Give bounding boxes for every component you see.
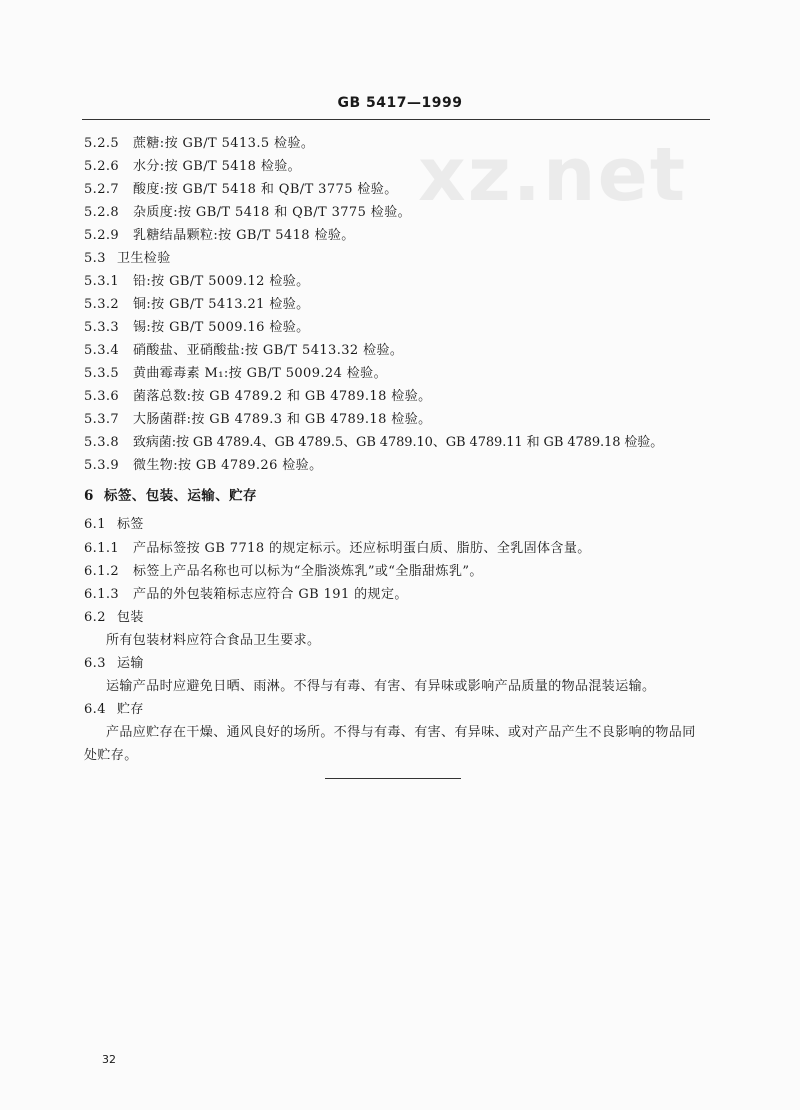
- clause-text: 蔗糖:按 GB/T 5413.5 检验。: [133, 136, 315, 151]
- clause-number: 5.2.6: [84, 159, 120, 174]
- clause-number: 6.3: [84, 656, 106, 671]
- clause-number: 5.2.9: [84, 228, 120, 243]
- clause-number: 5.3.6: [84, 389, 120, 404]
- clause-text: 处贮存。: [84, 748, 138, 763]
- clause-number: 6.1.1: [84, 541, 120, 556]
- clause-title: 标签: [117, 517, 144, 532]
- clause-number: 6.1.2: [84, 564, 120, 579]
- clause-number: 6.4: [84, 702, 106, 717]
- clause-title: 卫生检验: [117, 251, 171, 266]
- clause-title: 包装: [117, 610, 144, 625]
- clause-number: 6.2: [84, 610, 106, 625]
- clause-text: 微生物:按 GB 4789.26 检验。: [133, 458, 323, 473]
- clause-text: 水分:按 GB/T 5418 检验。: [133, 159, 302, 174]
- clause-number: 5.2.8: [84, 205, 120, 220]
- clause-number: 5.2.7: [84, 182, 120, 197]
- clause-number: 5.3.7: [84, 412, 120, 427]
- clause-text: 铅:按 GB/T 5009.12 检验。: [133, 274, 310, 289]
- clause-number: 5.3.2: [84, 297, 120, 312]
- page-number: 32: [102, 1053, 116, 1066]
- end-of-document-rule: [325, 778, 461, 779]
- clause-text: 硝酸盐、亚硝酸盐:按 GB/T 5413.32 检验。: [133, 343, 404, 358]
- clause-text: 产品应贮存在干燥、通风良好的场所。不得与有毒、有害、有异味、或对产品产生不良影响的物品同: [106, 725, 696, 740]
- clause-text: 大肠菌群:按 GB 4789.3 和 GB 4789.18 检验。: [133, 412, 432, 427]
- section-number: 6: [84, 488, 94, 504]
- clause-text: 乳糖结晶颗粒:按 GB/T 5418 检验。: [133, 228, 355, 243]
- clause-number: 5.3.4: [84, 343, 120, 358]
- clause-text: 菌落总数:按 GB 4789.2 和 GB 4789.18 检验。: [133, 389, 432, 404]
- clause-text: 产品的外包装箱标志应符合 GB 191 的规定。: [133, 587, 408, 602]
- standard-code-header: GB 5417—1999: [337, 95, 463, 111]
- clause-number: 5.3.8: [84, 435, 120, 450]
- section-title: 标签、包装、运输、贮存: [104, 488, 257, 504]
- header-divider: [82, 119, 710, 120]
- clause-text: 锡:按 GB/T 5009.16 检验。: [133, 320, 310, 335]
- clause-text: 标签上产品名称也可以标为“全脂淡炼乳”或“全脂甜炼乳”。: [133, 564, 483, 579]
- clause-text: 酸度:按 GB/T 5418 和 QB/T 3775 检验。: [133, 182, 398, 197]
- clause-text: 黄曲霉毒素 M₁:按 GB/T 5009.24 检验。: [133, 366, 387, 381]
- clause-text: 铜:按 GB/T 5413.21 检验。: [133, 297, 310, 312]
- clause-title: 贮存: [117, 702, 144, 717]
- clause-number: 6.1: [84, 517, 106, 532]
- clause-number: 5.3.3: [84, 320, 120, 335]
- clause-number: 5.2.5: [84, 136, 120, 151]
- clause-number: 5.3.9: [84, 458, 120, 473]
- clause-text: 运输产品时应避免日晒、雨淋。不得与有毒、有害、有异味或影响产品质量的物品混装运输。: [106, 679, 656, 694]
- clause-number: 6.1.3: [84, 587, 120, 602]
- clause-title: 运输: [117, 656, 144, 671]
- clause-text: 杂质度:按 GB/T 5418 和 QB/T 3775 检验。: [133, 205, 411, 220]
- clause-text: 产品标签按 GB 7718 的规定标示。还应标明蛋白质、脂肪、全乳固体含量。: [133, 541, 591, 556]
- watermark: xz.net: [418, 132, 688, 218]
- clause-number: 5.3: [84, 251, 106, 266]
- clause-text: 所有包装材料应符合食品卫生要求。: [106, 633, 321, 648]
- clause-number: 5.3.1: [84, 274, 120, 289]
- clause-text: 致病菌:按 GB 4789.4、GB 4789.5、GB 4789.10、GB 4789.11 和 GB 4789.18 检验。: [133, 435, 664, 450]
- clause-number: 5.3.5: [84, 366, 120, 381]
